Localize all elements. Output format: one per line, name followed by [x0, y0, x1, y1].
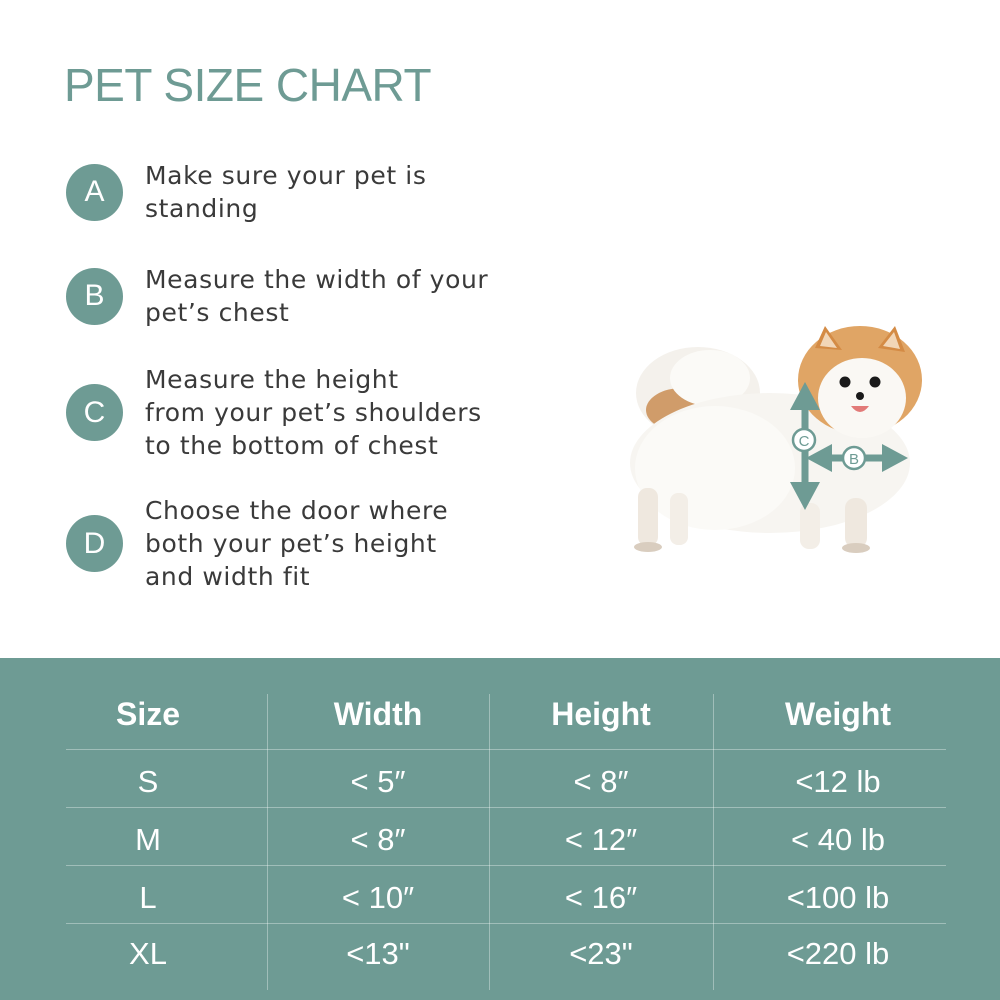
step-a-badge: A [66, 164, 123, 221]
step-d-text: Choose the door where both your pet’s height and width fit [145, 496, 449, 591]
label-c: C [798, 433, 810, 450]
dog-body [630, 326, 922, 553]
row-divider [66, 923, 946, 924]
step-c-badge: C [66, 384, 123, 441]
cell-size-xl: XL [129, 936, 167, 971]
cell-weight-m: < 40 lb [791, 822, 885, 857]
step-d [66, 494, 448, 593]
header-height: Height [551, 696, 651, 732]
cell-weight-xl: <220 lb [786, 936, 890, 971]
header-weight: Weight [784, 696, 892, 732]
cell-width-s: < 5″ [350, 764, 406, 799]
cell-height-s: < 8″ [573, 764, 629, 799]
step-b [66, 263, 488, 329]
cell-width-m: < 8″ [350, 822, 406, 857]
step-b-badge: B [66, 268, 123, 325]
header-size: Size [115, 696, 181, 732]
cell-height-m: < 12″ [564, 822, 638, 857]
header-width: Width [333, 696, 423, 732]
cell-size-l: L [139, 880, 157, 915]
step-a [66, 159, 426, 225]
label-b: B [848, 451, 860, 468]
step-c [66, 363, 482, 462]
row-divider [66, 749, 946, 750]
row-divider [66, 807, 946, 808]
page-title: PET SIZE CHART [64, 59, 432, 111]
cell-width-xl: <13" [346, 936, 410, 971]
step-a-text: Make sure your pet is standing [145, 161, 427, 223]
step-b-text: Measure the width of your pet’s chest [145, 265, 489, 327]
step-d-badge: D [66, 515, 123, 572]
cell-size-s: S [137, 764, 159, 799]
cell-width-l: < 10″ [341, 880, 415, 915]
dog-illustration [620, 318, 930, 568]
cell-height-xl: <23" [569, 936, 633, 971]
cell-height-l: < 16″ [564, 880, 638, 915]
column-divider [713, 694, 714, 990]
row-divider [66, 865, 946, 866]
cell-size-m: M [135, 822, 161, 857]
cell-weight-l: <100 lb [786, 880, 890, 915]
size-table [0, 658, 1000, 1000]
step-c-text: Measure the height from your pet’s shoulders to the bottom of chest [145, 365, 482, 460]
cell-weight-s: <12 lb [795, 764, 881, 799]
